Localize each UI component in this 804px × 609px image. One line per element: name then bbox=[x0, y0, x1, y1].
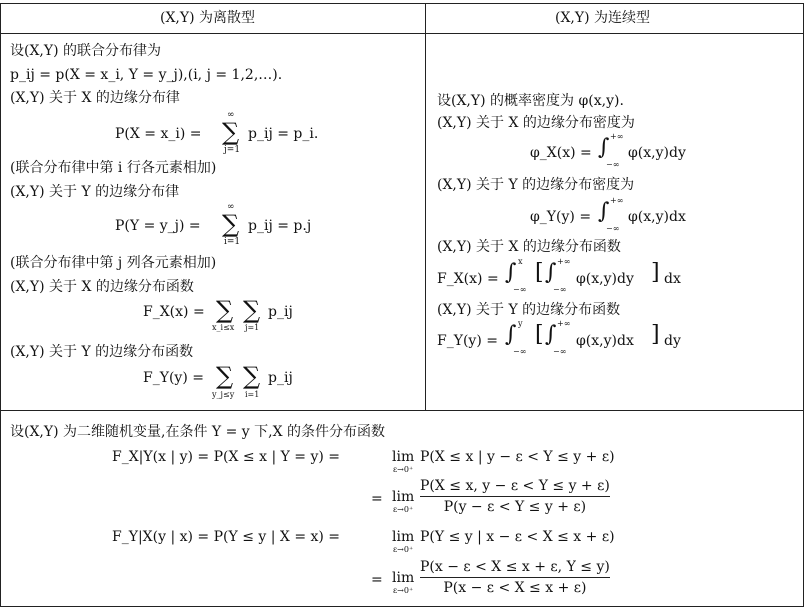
header-continuous: (X,Y) 为连续型 bbox=[555, 10, 651, 26]
discrete-f2-sum-sign: ∑ bbox=[222, 210, 240, 238]
continuous-f3-inner-lower: −∞ bbox=[553, 285, 567, 294]
conditional-r3-limit bbox=[392, 530, 414, 554]
top-border bbox=[0, 3, 804, 4]
discrete-line-3: (X,Y) 关于 X 的边缘分布律 bbox=[10, 90, 180, 106]
discrete-f3-sum-sign-2: ∑ bbox=[243, 296, 261, 324]
discrete-f2-lhs: P(Y = y_j) = bbox=[115, 218, 201, 234]
conditional-r4-fraction bbox=[420, 559, 610, 596]
conditional-r2-limit bbox=[392, 490, 414, 514]
discrete-f3-sub-1: x_i≤x bbox=[212, 323, 235, 332]
continuous-f3-outer-integral: ∫ bbox=[505, 260, 517, 285]
discrete-line-8: (X,Y) 关于 Y 的边缘分布函数 bbox=[10, 344, 194, 360]
discrete-f2-sum-bottom: i=1 bbox=[224, 237, 241, 247]
continuous-f3-outer-upper: x bbox=[518, 257, 523, 266]
continuous-line-1: 设(X,Y) 的概率密度为 φ(x,y). bbox=[437, 93, 624, 109]
continuous-f4-outer-upper: y bbox=[518, 319, 523, 328]
left-border bbox=[0, 3, 1, 606]
conditional-r4-fraction-bar bbox=[420, 577, 610, 578]
discrete-f4-sub-2: i=1 bbox=[245, 390, 260, 399]
continuous-f3-left-bracket: [ bbox=[535, 260, 544, 285]
continuous-line-2: (X,Y) 关于 X 的边缘分布密度为 bbox=[437, 115, 635, 131]
discrete-f1-sum-top: ∞ bbox=[227, 110, 235, 120]
conditional-r2-fraction-bar bbox=[420, 496, 610, 497]
discrete-f3-sum-sign-1: ∑ bbox=[216, 296, 234, 324]
conditional-r4-eq: = bbox=[371, 572, 383, 588]
continuous-f1-upper: +∞ bbox=[610, 132, 624, 141]
continuous-f4-left-bracket: [ bbox=[535, 322, 544, 347]
discrete-f3-sub-2: j=1 bbox=[245, 323, 260, 332]
continuous-f2-integral: ∫ bbox=[598, 199, 610, 224]
conditional-r2-denominator: P(y − ε < Y ≤ y + ε) bbox=[443, 499, 587, 515]
conditional-r2-lim-sub: ε→0⁺ bbox=[393, 505, 414, 514]
discrete-f2-sum-top: ∞ bbox=[227, 202, 235, 212]
continuous-f3-lhs: F_X(x) = bbox=[437, 271, 499, 287]
discrete-f1-lhs: P(X = x_i) = bbox=[115, 126, 202, 142]
continuous-f2-lhs: φ_Y(y) = bbox=[530, 209, 592, 225]
continuous-f4-outer-lower: −∞ bbox=[513, 347, 527, 356]
continuous-f3-right-bracket: ] bbox=[651, 260, 660, 285]
conditional-r1-limit bbox=[392, 450, 414, 474]
conditional-r3-rhs: P(Y ≤ y | x − ε < X ≤ x + ε) bbox=[420, 529, 615, 545]
continuous-f4-outer-integral: ∫ bbox=[505, 322, 517, 347]
continuous-f2-lower: −∞ bbox=[606, 224, 620, 233]
column-divider bbox=[425, 3, 426, 410]
continuous-f3-inner-upper: +∞ bbox=[557, 257, 571, 266]
header-bottom-border bbox=[0, 33, 804, 34]
continuous-f3-integrand: φ(x,y)dy bbox=[576, 271, 634, 287]
continuous-line-3: (X,Y) 关于 Y 的边缘分布密度为 bbox=[437, 177, 635, 193]
continuous-f4-inner-integral: ∫ bbox=[545, 322, 557, 347]
discrete-f4-sum-sign-1: ∑ bbox=[216, 362, 234, 390]
conditional-r1-lhs: F_X|Y(x | y) = P(X ≤ x | Y = y) = bbox=[112, 449, 341, 465]
discrete-f1-rhs: p_ij = p_i. bbox=[248, 126, 319, 142]
continuous-line-4: (X,Y) 关于 X 的边缘分布函数 bbox=[437, 239, 621, 255]
discrete-f4-sum-sign-2: ∑ bbox=[243, 362, 261, 390]
conditional-r4-lim-sub: ε→0⁺ bbox=[393, 586, 414, 595]
continuous-f4-integrand: φ(x,y)dx bbox=[576, 333, 634, 349]
continuous-f3-inner-integral: ∫ bbox=[545, 260, 557, 285]
conditional-intro: 设(X,Y) 为二维随机变量,在条件 Y = y 下,X 的条件分布函数 bbox=[10, 424, 386, 440]
discrete-f4-rhs: p_ij bbox=[268, 370, 293, 386]
continuous-f1-lhs: φ_X(x) = bbox=[530, 145, 592, 161]
discrete-line-2: p_ij = p(X = x_i, Y = y_j),(i, j = 1,2,…). bbox=[10, 67, 283, 83]
discrete-f4-sub-1: y_j≤y bbox=[212, 390, 235, 399]
middle-border bbox=[0, 410, 804, 411]
conditional-r1-rhs: P(X ≤ x | y − ε < Y ≤ y + ε) bbox=[420, 449, 615, 465]
discrete-f3-lhs: F_X(x) = bbox=[143, 304, 205, 320]
conditional-r2-numerator: P(X ≤ x, y − ε < Y ≤ y + ε) bbox=[420, 478, 610, 494]
conditional-r3-lhs: F_Y|X(y | x) = P(Y ≤ y | X = x) = bbox=[112, 529, 341, 545]
continuous-f4-right-bracket: ] bbox=[651, 322, 660, 347]
conditional-r4-limit bbox=[392, 571, 414, 595]
continuous-line-5: (X,Y) 关于 Y 的边缘分布函数 bbox=[437, 302, 621, 318]
discrete-f1-sum-sign: ∑ bbox=[222, 118, 240, 146]
conditional-r4-lim-word: lim bbox=[392, 570, 415, 586]
bottom-border bbox=[0, 606, 804, 607]
conditional-r2-eq: = bbox=[371, 491, 383, 507]
continuous-f2-upper: +∞ bbox=[610, 196, 624, 205]
continuous-f4-end: dy bbox=[664, 333, 681, 349]
conditional-r4-numerator: P(x − ε < X ≤ x + ε, Y ≤ y) bbox=[420, 559, 610, 575]
discrete-line-6: (联合分布律中第 j 列各元素相加) bbox=[10, 255, 217, 271]
discrete-f1-sum-bottom: j=1 bbox=[224, 145, 241, 155]
continuous-f1-lower: −∞ bbox=[606, 160, 620, 169]
conditional-r4-denominator: P(x − ε < X ≤ x + ε) bbox=[443, 580, 587, 596]
conditional-r1-lim-word: lim bbox=[392, 449, 415, 465]
discrete-f3-rhs: p_ij bbox=[268, 304, 293, 320]
continuous-f1-integral: ∫ bbox=[598, 135, 610, 160]
continuous-f2-rhs: φ(x,y)dx bbox=[628, 209, 686, 225]
header-discrete: (X,Y) 为离散型 bbox=[160, 10, 256, 26]
conditional-r3-lim-word: lim bbox=[392, 529, 415, 545]
discrete-line-1: 设(X,Y) 的联合分布律为 bbox=[10, 43, 162, 59]
discrete-line-7: (X,Y) 关于 X 的边缘分布函数 bbox=[10, 279, 194, 295]
conditional-r1-lim-sub: ε→0⁺ bbox=[393, 465, 414, 474]
conditional-r3-lim-sub: ε→0⁺ bbox=[393, 545, 414, 554]
discrete-f4-lhs: F_Y(y) = bbox=[143, 370, 204, 386]
conditional-r2-fraction bbox=[420, 478, 610, 515]
continuous-f4-lhs: F_Y(y) = bbox=[437, 333, 498, 349]
discrete-line-4: (联合分布律中第 i 行各元素相加) bbox=[10, 160, 217, 176]
continuous-f4-inner-upper: +∞ bbox=[557, 319, 571, 328]
discrete-line-5: (X,Y) 关于 Y 的边缘分布律 bbox=[10, 184, 180, 200]
discrete-f2-rhs: p_ij = p.j bbox=[248, 218, 312, 234]
conditional-r2-lim-word: lim bbox=[392, 489, 415, 505]
continuous-f3-end: dx bbox=[664, 271, 681, 287]
continuous-f3-outer-lower: −∞ bbox=[513, 285, 527, 294]
continuous-f1-rhs: φ(x,y)dy bbox=[628, 145, 686, 161]
continuous-f4-inner-lower: −∞ bbox=[553, 347, 567, 356]
